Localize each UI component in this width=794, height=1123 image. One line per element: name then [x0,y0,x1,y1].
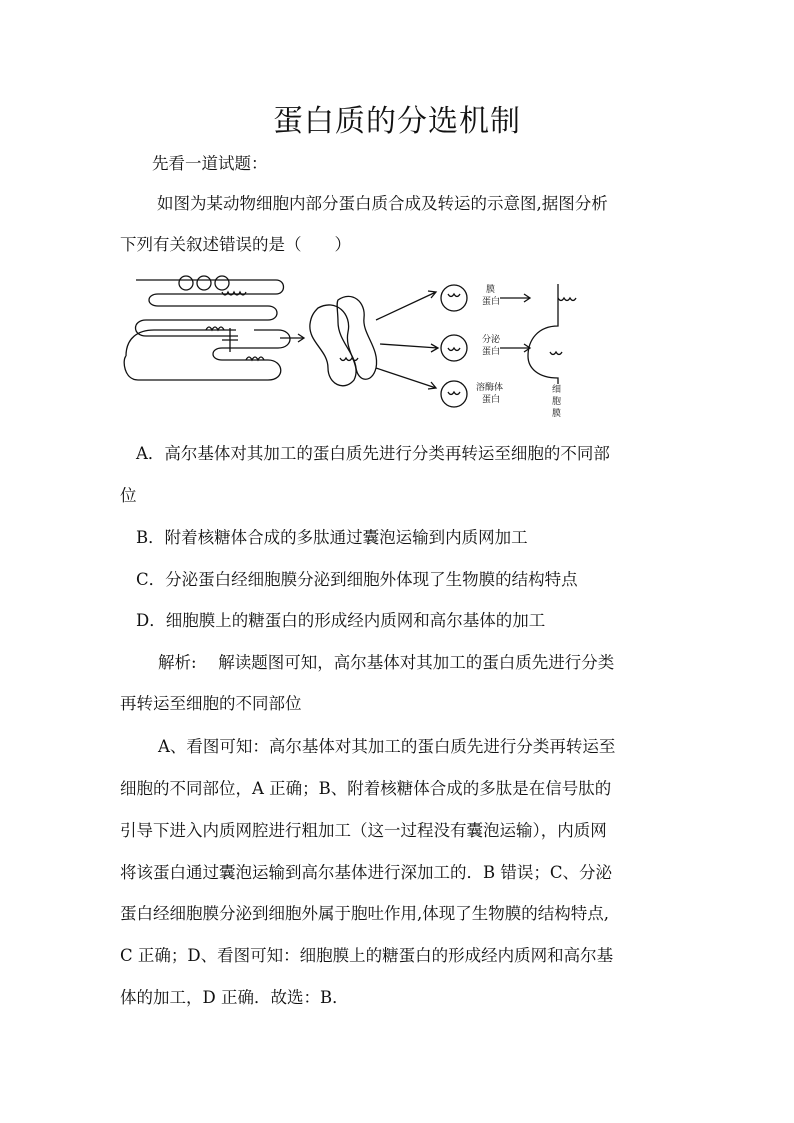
label-secreted-protein-1: 分泌 [482,335,501,345]
analysis-line6: 将该蛋白通过囊泡运输到高尔基体进行深加工的．B 错误；C、分泌 [120,863,612,882]
golgi-cisterna-2 [337,296,376,379]
vesicle-membrane-protein [441,285,467,311]
protein-transport-diagram [118,268,598,426]
option-a-line1: A．高尔基体对其加工的蛋白质先进行分类再转运至细胞的不同部 [136,444,610,463]
page-title: 蛋白质的分选机制 [273,104,521,139]
er-membrane-2 [124,330,290,380]
label-cell-membrane-1: 细 [552,385,562,395]
question-stem-line1: 如图为某动物细胞内部分蛋白质合成及转运的示意图,据图分析 [157,194,608,213]
option-d: D．细胞膜上的糖蛋白的形成经内质网和高尔基体的加工 [136,611,546,630]
label-membrane-protein-2: 蛋白 [482,297,501,307]
option-b: B．附着核糖体合成的多肽通过囊泡运输到内质网加工 [136,528,528,547]
diagram-svg [118,268,598,426]
analysis-line8: C 正确；D、看图可知：细胞膜上的糖蛋白的形成经内质网和高尔基 [120,946,614,965]
option-a-line2: 位 [120,486,137,505]
cell-membrane [528,284,558,384]
arrow-to-secreted-protein [380,344,438,352]
option-c: C．分泌蛋白经细胞膜分泌到细胞外体现了生物膜的结构特点 [136,570,578,589]
label-membrane-protein-1: 膜 [486,285,496,295]
analysis-line3: A、看图可知：高尔基体对其加工的蛋白质先进行分类再转运至 [158,737,616,756]
ribosome-2 [197,276,211,290]
label-lysosome-protein-1: 溶酶体 [476,383,504,393]
label-cell-membrane-3: 膜 [552,409,562,419]
analysis-line1: 解析: 解读题图可知，高尔基体对其加工的蛋白质先进行分类 [158,653,615,672]
vesicle-coil-2 [448,348,460,351]
arrow-er-golgi [280,334,304,342]
arrow-to-membrane-protein [376,291,436,320]
arrow-to-cell-membrane-1 [500,294,530,302]
analysis-line5: 引导下进入内质网腔进行粗加工（这一过程没有囊泡运输），内质网 [120,821,607,840]
analysis-line9: 体的加工，D 正确．故选：B． [120,988,349,1007]
vesicle-coil-3 [448,392,460,395]
golgi-coil [340,358,358,361]
ribosome-1 [179,276,193,290]
golgi-cisterna-1 [310,305,356,386]
analysis-line2: 再转运至细胞的不同部位 [120,694,302,713]
arrow-to-cell-membrane-2 [500,344,530,352]
label-lysosome-protein-2: 蛋白 [482,395,501,405]
vesicle-coil-1 [448,294,460,297]
ribosome-3 [215,276,229,290]
analysis-line4: 细胞的不同部位，A 正确；B、附着核糖体合成的多肽是在信号肽的 [120,779,612,798]
label-secreted-protein-2: 蛋白 [482,347,501,357]
label-cell-membrane-2: 胞 [552,397,562,407]
arrow-to-lysosome-protein [376,368,436,389]
analysis-line7: 蛋白经细胞膜分泌到细胞外属于胞吐作用,体现了生物膜的结构特点, [120,904,609,923]
membrane-protein-coil [558,298,576,301]
vesicle-lysosome-protein [441,381,467,407]
secreted-coil [550,352,562,355]
question-stem-line2: 下列有关叙述错误的是（ ） [120,235,351,254]
intro-text: 先看一道试题： [152,154,268,173]
